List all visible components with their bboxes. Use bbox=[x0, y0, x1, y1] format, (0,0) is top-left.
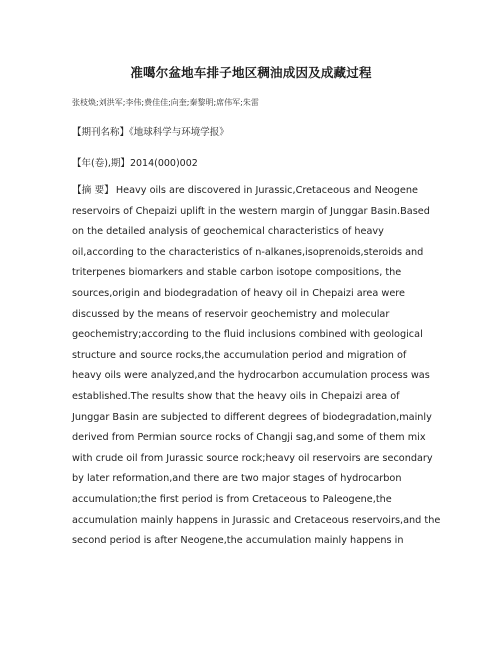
abstract-line bbox=[72, 181, 432, 202]
abstract-line: by later reformation,and there are two major stages of hydrocarbon bbox=[72, 473, 402, 485]
abstract-line: Junggar Basin are subjected to different degrees of biodegradation,mainly bbox=[72, 411, 432, 423]
journal-name: 《地球科学与环境学报》 bbox=[129, 127, 229, 138]
abstract-line: triterpenes biomarkers and stable carbon isotope compositions, the bbox=[72, 267, 402, 279]
abstract-line: accumulation mainly happens in Jurassic and Cretaceous reservoirs,and the bbox=[72, 514, 441, 526]
abstract-line: with crude oil from Jurassic source rock;heavy oil reservoirs are secondary bbox=[72, 452, 433, 464]
year-volume-issue-field bbox=[72, 155, 198, 169]
journal-label: 【期刊名称】 bbox=[72, 127, 130, 138]
year-value: 2014(000)002 bbox=[129, 158, 198, 169]
year-label: 【年(卷),期】 bbox=[72, 158, 130, 169]
abstract-line: reservoirs of Chepaizi uplift in the western margin of Junggar Basin.Based bbox=[72, 205, 430, 217]
abstract-line: accumulation;the first period is from Cretaceous to Paleogene,the bbox=[72, 493, 392, 505]
journal-field bbox=[72, 124, 229, 138]
abstract-line: on the detailed analysis of geochemical characteristics of heavy bbox=[72, 226, 384, 238]
abstract-line: structure and source rocks,the accumulation period and migration of bbox=[72, 349, 407, 361]
document-title: 准噶尔盆地车排子地区稠油成因及成藏过程 bbox=[130, 65, 372, 80]
abstract-line: heavy oils were analyzed,and the hydrocarbon accumulation process was bbox=[72, 370, 430, 382]
abstract-text: Heavy oils are discovered in Jurassic,Cretaceous and Neogene bbox=[115, 185, 418, 196]
abstract-label: 【摘 要】 bbox=[72, 185, 114, 196]
abstract-line: oil,according to the characteristics of n-alkanes,isoprenoids,steroids and bbox=[72, 246, 424, 258]
abstract-line: established.The results show that the heavy oils in Chepaizi area of bbox=[72, 390, 400, 402]
abstract-line: geochemistry;according to the fluid inclusions combined with geological bbox=[72, 329, 423, 341]
abstract-line: second period is after Neogene,the accumulation mainly happens in bbox=[72, 535, 404, 547]
abstract-line: sources,origin and biodegradation of heavy oil in Chepaizi area were bbox=[72, 287, 406, 299]
abstract bbox=[72, 181, 441, 552]
abstract-line: derived from Permian source rocks of Changji sag,and some of them mix bbox=[72, 432, 426, 444]
abstract-line: discussed by the means of reservoir geochemistry and molecular bbox=[72, 308, 390, 320]
author-list: 张枝焕;刘洪军;李伟;费佳佳;向奎;秦黎明;席伟军;朱雷 bbox=[72, 98, 259, 107]
